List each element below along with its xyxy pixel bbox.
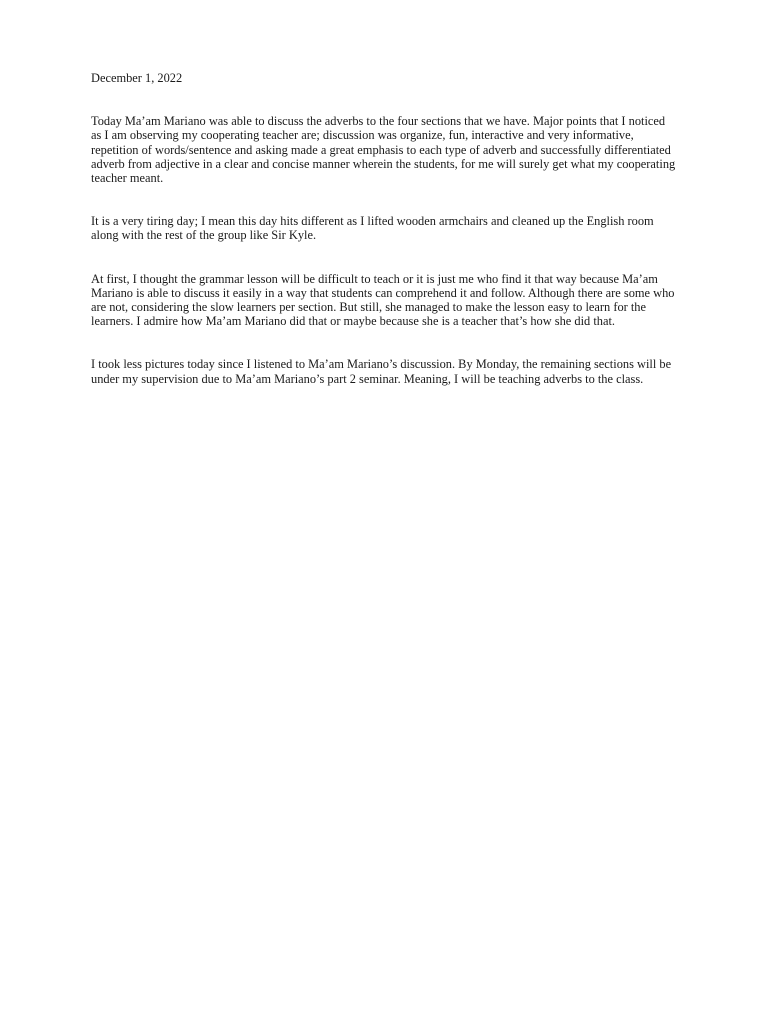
document-body [91, 71, 676, 415]
document-date: December 1, 2022 [91, 71, 183, 85]
paragraph-3: At first, I thought the grammar lesson will be difficult to teach or it is just me who find it that way because Ma’am Mariano is able to discuss it easily in a way that students can comprehend it and follow. Although there are some who are not, considering the slow learners per section. But still, she managed to make the lesson easy to learn for the learners. I admire how Ma’am Mariano did that or maybe because she is a teacher that’s how she did that. [91, 271, 675, 329]
paragraph-1: Today Ma’am Mariano was able to discuss the adverbs to the four sections that we have. Major points that I noticed as I am observing my cooperating teacher are; discussion was organize, fun, interactive and very informative, repetition of words/sentence and asking made a great emphasis to each type of adverb and successfully differentiated adverb from adjective in a clear and concise manner wherein the students, for me will surely get what my cooperating teacher meant. [91, 114, 676, 186]
paragraph-4: I took less pictures today since I listened to Ma’am Mariano’s discussion. By Monday, the remaining sections will be under my supervision due to Ma’am Mariano’s part 2 seminar. Meaning, I will be teaching adverbs to the class. [91, 357, 672, 386]
paragraph-2: It is a very tiring day; I mean this day hits different as I lifted wooden armchairs and cleaned up the English room along with the rest of the group like Sir Kyle. [91, 214, 654, 243]
